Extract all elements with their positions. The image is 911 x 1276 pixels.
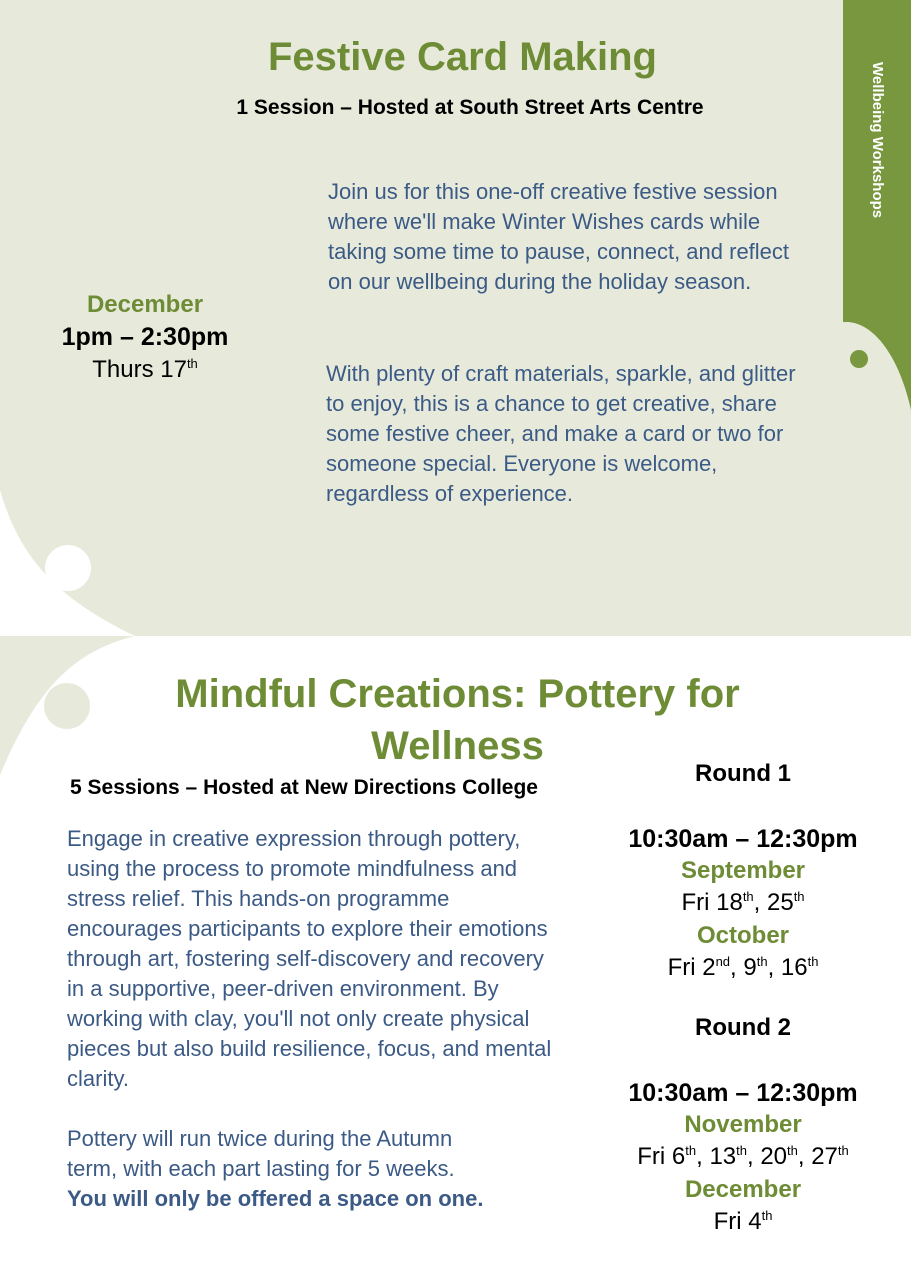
- round2-dates-2: Fri 4th: [713, 1208, 773, 1235]
- workshop1-day: Thurs 17th: [92, 356, 198, 383]
- workshop1-title: Festive Card Making: [267, 35, 657, 79]
- workshop2-paragraph-2: Pottery will run twice during the Autumn term, with each part lasting for 5 weeks. You will only be offered a space on one.: [67, 1126, 484, 1211]
- workshop2-title: Mindful Creations: Pottery for Wellness: [175, 672, 740, 768]
- workshop1-month: December: [86, 291, 204, 318]
- circle-white: [45, 545, 91, 591]
- workshop1-paragraph-1: Join us for this one-off creative festive session where we'll make Winter Wishes cards while taking some time to pause, connect, and reflect on our wellbeing during the holiday season.: [328, 179, 790, 294]
- dot-green: [850, 350, 868, 368]
- workshop2-title-wrap: [0, 668, 911, 772]
- workshop2-paragraph-1: Engage in creative expression through pottery, using the process to promote mindfulness and stress relief. This hands-on programme encourages participants to explore their emotions through art, fostering self-discovery and recovery in a supportive, peer-driven environment. By working with clay, you'll not only create physical pieces but also build resilience, focus, and mental clarity.: [67, 826, 552, 1091]
- round1-time: 10:30am – 12:30pm: [628, 825, 858, 853]
- workshop1-schedule: [40, 290, 250, 386]
- workshop1-time: 1pm – 2:30pm: [61, 323, 229, 351]
- round1-month-2: October: [696, 922, 789, 949]
- round2-month-1: November: [684, 1111, 802, 1138]
- workshop2-notice: You will only be offered a space on one.: [67, 1186, 484, 1211]
- workshop1-paragraph-2: With plenty of craft materials, sparkle, and glitter to enjoy, this is a chance to get creative, share some festive cheer, and make a card or two for someone special. Everyone is welcome, regardless of experience.: [326, 361, 796, 506]
- round1-dates-2: Fri 2nd, 9th, 16th: [667, 954, 819, 981]
- workshop1-subtitle: 1 Session – Hosted at South Street Arts Centre: [236, 96, 704, 119]
- workshop2-schedule: [598, 758, 888, 1237]
- round2-time: 10:30am – 12:30pm: [628, 1079, 858, 1107]
- round1-label: Round 1: [695, 760, 791, 787]
- curve-right-green: [843, 322, 911, 410]
- round2-dates-1: Fri 6th, 13th, 20th, 27th: [637, 1143, 849, 1170]
- round2-label: Round 2: [695, 1014, 791, 1041]
- workshop1-title-wrap: [0, 35, 911, 80]
- workshop2-subtitle: 5 Sessions – Hosted at New Directions College: [70, 776, 538, 799]
- round1-dates-1: Fri 18th, 25th: [681, 889, 805, 916]
- round2-month-2: December: [684, 1176, 802, 1203]
- round1-month-1: September: [680, 857, 806, 884]
